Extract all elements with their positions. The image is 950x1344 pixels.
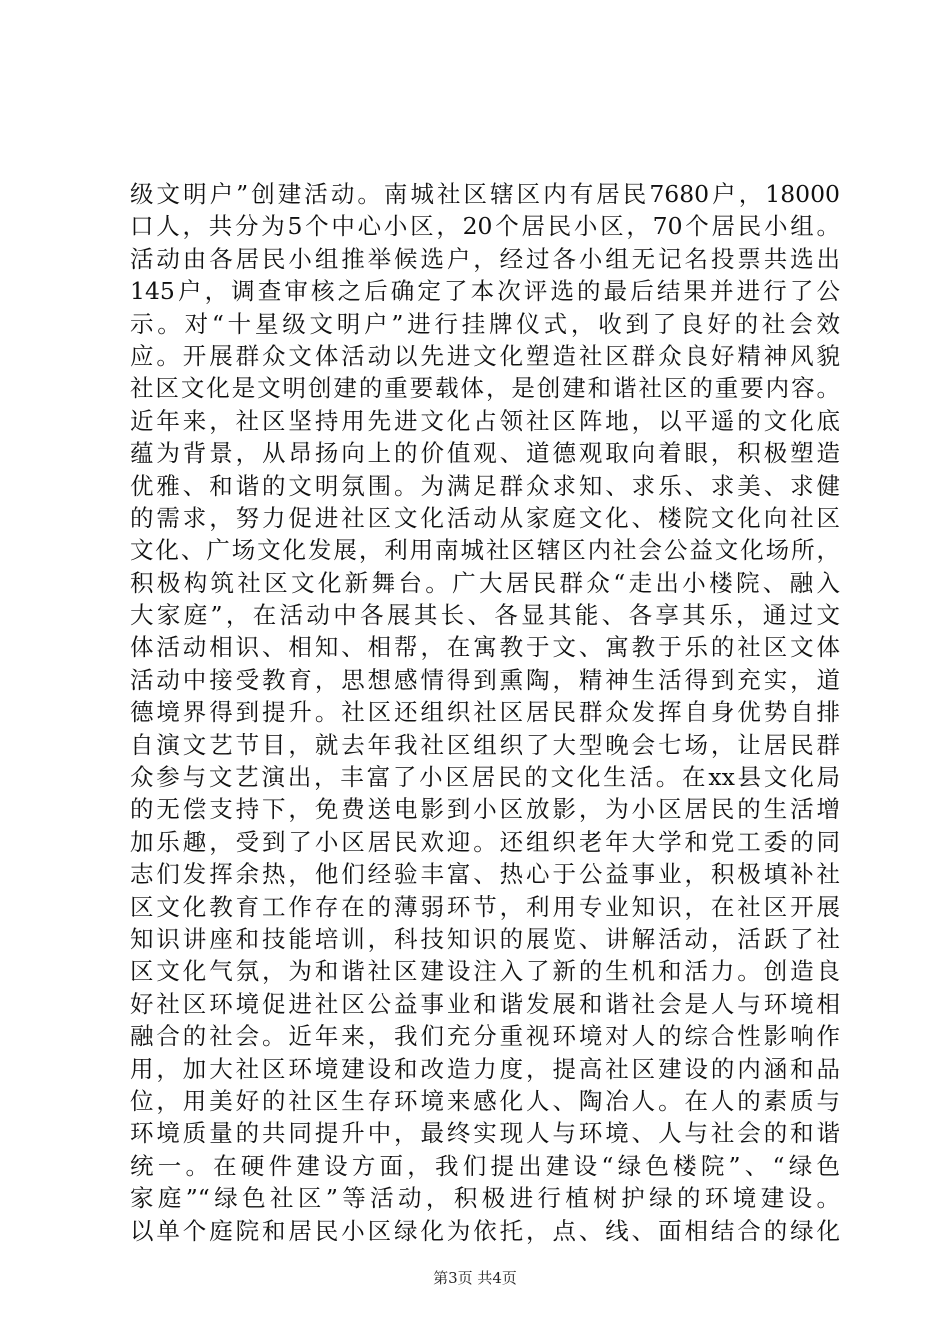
text-line: 口人，共分为5个中心小区，20个居民小区，70个居民小组。 (130, 212, 840, 241)
text-line: 示。对“十星级文明户”进行挂牌仪式，收到了良好的社会效 (130, 309, 840, 338)
text-line: 众参与文艺演出，丰富了小区居民的文化生活。在xx县文化局 (130, 763, 840, 792)
text-line: 级文明户”创建活动。南城社区辖区内有居民7680户，18000 (130, 180, 840, 208)
text-line: 优雅、和谐的文明氛围。为满足群众求知、求乐、求美、求健 (130, 471, 840, 500)
text-line: 位，用美好的社区生存环境来感化人、陶冶人。在人的素质与 (130, 1086, 840, 1115)
body-text (130, 178, 840, 1247)
text-line: 区文化教育工作存在的薄弱环节，利用专业知识，在社区开展 (130, 892, 840, 921)
page-footer (0, 1268, 950, 1288)
text-line: 用，加大社区环境建设和改造力度，提高社区建设的内涵和品 (130, 1054, 840, 1083)
text-line: 好社区环境促进社区公益事业和谐发展和谐社会是人与环境相 (130, 989, 840, 1018)
text-line: 大家庭”，在活动中各展其长、各显其能、各享其乐，通过文 (130, 601, 840, 630)
text-line: 区文化气氛，为和谐社区建设注入了新的生机和活力。创造良 (130, 957, 840, 986)
text-line: 环境质量的共同提升中，最终实现人与环境、人与社会的和谐 (130, 1119, 840, 1148)
text-line: 自演文艺节目，就去年我社区组织了大型晚会七场，让居民群 (130, 730, 840, 759)
text-line: 以单个庭院和居民小区绿化为依托，点、线、面相结合的绿化 (130, 1216, 840, 1245)
text-line: 的需求，努力促进社区文化活动从家庭文化、楼院文化向社区 (130, 503, 840, 532)
text-line: 志们发挥余热，他们经验丰富、热心于公益事业，积极填补社 (130, 860, 840, 889)
text-line: 活动中接受教育，思想感情得到熏陶，精神生活得到充实，道 (130, 665, 840, 694)
text-line: 积极构筑社区文化新舞台。广大居民群众“走出小楼院、融入 (130, 568, 840, 597)
text-line: 社区文化是文明创建的重要载体，是创建和谐社区的重要内容。 (130, 374, 840, 403)
text-line: 加乐趣，受到了小区居民欢迎。还组织老年大学和党工委的同 (130, 827, 840, 856)
text-line: 知识讲座和技能培训，科技知识的展览、讲解活动，活跃了社 (130, 924, 840, 953)
text-line: 德境界得到提升。社区还组织社区居民群众发挥自身优势自排 (130, 698, 840, 727)
text-line: 体活动相识、相知、相帮，在寓教于文、寓教于乐的社区文体 (130, 633, 840, 662)
text-line: 融合的社会。近年来，我们充分重视环境对人的综合性影响作 (130, 1022, 840, 1051)
text-line: 家庭”“绿色社区”等活动，积极进行植树护绿的环境建设。 (130, 1184, 840, 1213)
text-line: 应。开展群众文体活动以先进文化塑造社区群众良好精神风貌 (130, 341, 840, 370)
text-line: 文化、广场文化发展，利用南城社区辖区内社会公益文化场所， (130, 536, 840, 565)
text-line: 活动由各居民小组推举候选户，经过各小组无记名投票共选出 (130, 244, 840, 273)
text-line: 蕴为背景，从昂扬向上的价值观、道德观取向着眼，积极塑造 (130, 439, 840, 468)
text-line: 的无偿支持下，免费送电影到小区放影，为小区居民的生活增 (130, 795, 840, 824)
page-number-label: 第3页 共4页 (433, 1269, 517, 1287)
text-line: 近年来，社区坚持用先进文化占领社区阵地，以平遥的文化底 (130, 406, 840, 435)
text-line: 统一。在硬件建设方面，我们提出建设“绿色楼院”、“绿色 (130, 1151, 840, 1180)
text-line: 145户，调查审核之后确定了本次评选的最后结果并进行了公 (130, 277, 840, 306)
